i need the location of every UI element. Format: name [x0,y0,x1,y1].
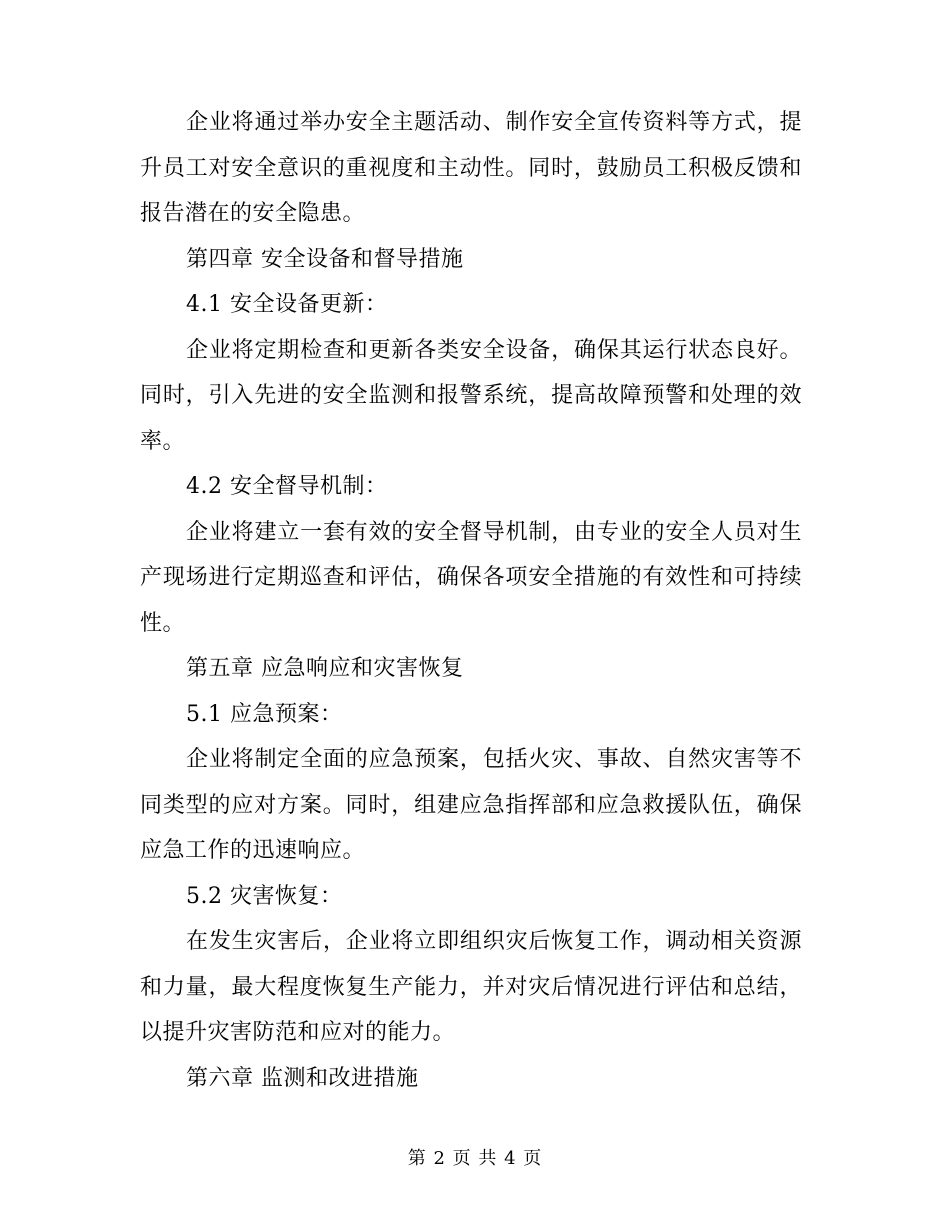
chapter-6-heading: 第六章 监测和改进措施 [186,1065,419,1091]
paragraph-equipment-update: 企业将定期检查和更新各类安全设备，确保其运行状态良好。同时，引入先进的安全监测和报警系统，提高故障预警和处理的效率。 [140,337,802,454]
paragraph-supervision: 企业将建立一套有效的安全督导机制，由专业的安全人员对生产现场进行定期巡查和评估，确保各项安全措施的有效性和可持续性。 [140,519,802,636]
chapter-4-heading: 第四章 安全设备和督导措施 [186,246,464,272]
paragraph-safety-awareness: 企业将通过举办安全主题活动、制作安全宣传资料等方式，提升员工对安全意识的重视度和主动性。同时，鼓励员工积极反馈和报告潜在的安全隐患。 [140,110,802,226]
section-5-1-heading: 5.1 应急预案： [186,701,343,727]
section-5-2-heading: 5.2 灾害恢复： [186,883,343,909]
paragraph-disaster-recovery: 在发生灾害后，企业将立即组织灾后恢复工作，调动相关资源和力量，最大程度恢复生产能力，并对灾后情况进行评估和总结，以提升灾害防范和应对的能力。 [140,929,802,1045]
section-4-1-heading: 4.1 安全设备更新： [186,292,388,317]
page-number-footer: 第 2 页 共 4 页 [407,1148,543,1169]
section-4-2-heading: 4.2 安全督导机制： [186,474,388,499]
chapter-5-heading: 第五章 应急响应和灾害恢复 [186,656,464,681]
document-body [140,100,802,1101]
paragraph-emergency-plan: 企业将制定全面的应急预案，包括火灾、事故、自然灾害等不同类型的应对方案。同时，组建应急指挥部和应急救援队伍，确保应急工作的迅速响应。 [140,747,802,863]
